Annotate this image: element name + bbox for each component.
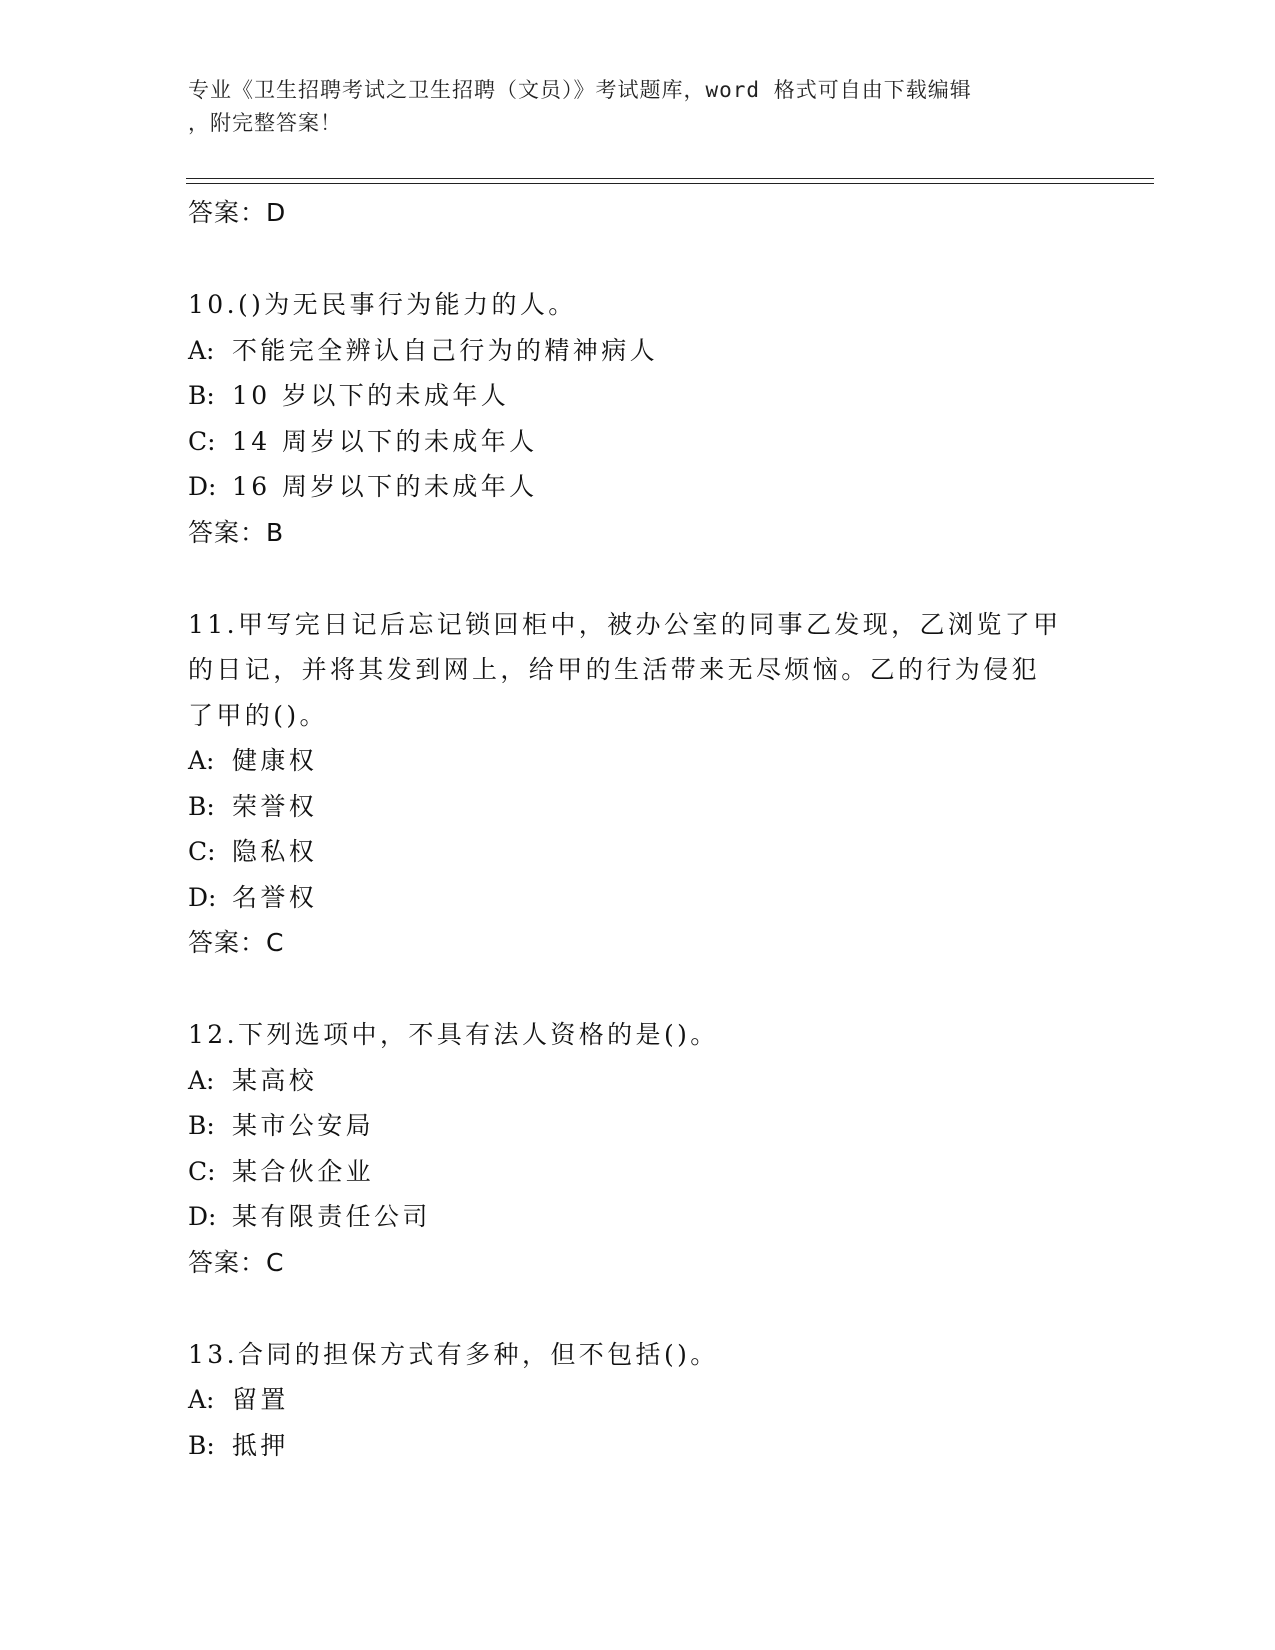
option-text: 某市公安局 [232, 1111, 375, 1140]
option-text: 名誉权 [232, 882, 318, 912]
option-a [188, 328, 1088, 374]
option-key: A: [188, 746, 215, 775]
option-d [188, 875, 1088, 921]
header-divider [186, 178, 1154, 179]
option-key: B: [188, 381, 215, 410]
option-text: 某高校 [232, 1065, 318, 1095]
question-stem [188, 602, 1088, 739]
question-12 [188, 1012, 1088, 1286]
question-stem [188, 282, 1088, 328]
question-10 [188, 282, 1088, 556]
spacer [188, 236, 1088, 282]
option-key: C: [188, 837, 216, 866]
page-header [188, 74, 1088, 140]
question-stem-line: 了甲的()。 [188, 700, 328, 730]
option-key: D: [188, 1202, 217, 1231]
answer-line: 答案：B [188, 517, 285, 547]
option-c [188, 829, 1088, 875]
question-11 [188, 602, 1088, 967]
option-key: B: [188, 1111, 215, 1140]
header-line: ，附完整答案！ [188, 111, 342, 135]
option-text: 抵押 [232, 1430, 289, 1460]
question-list [188, 190, 1088, 1468]
answer-line: 答案：D [188, 198, 287, 227]
answer-line: 答案：C [188, 1247, 285, 1277]
option-b [188, 784, 1088, 830]
header-divider [186, 183, 1154, 184]
spacer [188, 1286, 1088, 1332]
spacer [188, 966, 1088, 1012]
option-text: 14 周岁以下的未成年人 [232, 426, 538, 456]
option-d [188, 464, 1088, 510]
question-stem [188, 1332, 1088, 1378]
answer-line: 答案：C [188, 928, 285, 957]
question-stem-line: 的日记，并将其发到网上，给甲的生活带来无尽烦恼。乙的行为侵犯 [188, 655, 1041, 684]
option-b [188, 373, 1088, 419]
option-b [188, 1423, 1088, 1469]
question-stem-line: 12.下列选项中，不具有法人资格的是()。 [188, 1020, 719, 1049]
option-d [188, 1194, 1088, 1240]
option-a [188, 738, 1088, 784]
option-key: A: [188, 1065, 215, 1095]
option-key: A: [188, 335, 215, 365]
header-line: 专业《卫生招聘考试之卫生招聘（文员）》考试题库，word 格式可自由下载编辑 [188, 78, 972, 102]
option-key: A: [188, 1385, 215, 1414]
option-text: 留置 [232, 1385, 289, 1414]
option-key: D: [188, 882, 217, 912]
option-text: 隐私权 [232, 837, 318, 866]
question-stem-line: 10.()为无民事行为能力的人。 [188, 290, 577, 319]
option-text: 健康权 [232, 746, 318, 775]
option-c [188, 1149, 1088, 1195]
question-stem-line: 11.甲写完日记后忘记锁回柜中，被办公室的同事乙发现，乙浏览了甲 [188, 609, 1062, 639]
option-text: 某合伙企业 [232, 1156, 375, 1186]
question-stem [188, 1012, 1088, 1058]
question-13 [188, 1332, 1088, 1469]
option-text: 某有限责任公司 [232, 1202, 431, 1231]
spacer [188, 556, 1088, 602]
option-text: 16 周岁以下的未成年人 [232, 472, 538, 501]
question-stem-line: 13.合同的担保方式有多种，但不包括()。 [188, 1339, 719, 1369]
option-key: C: [188, 1156, 216, 1186]
option-key: B: [188, 791, 215, 821]
option-text: 荣誉权 [232, 791, 318, 821]
option-b [188, 1103, 1088, 1149]
option-c [188, 419, 1088, 465]
option-key: B: [188, 1430, 215, 1460]
option-key: C: [188, 426, 216, 456]
option-a [188, 1058, 1088, 1104]
option-key: D: [188, 472, 217, 501]
option-text: 10 岁以下的未成年人 [232, 381, 510, 410]
option-text: 不能完全辨认自己行为的精神病人 [232, 335, 659, 365]
option-a [188, 1377, 1088, 1423]
